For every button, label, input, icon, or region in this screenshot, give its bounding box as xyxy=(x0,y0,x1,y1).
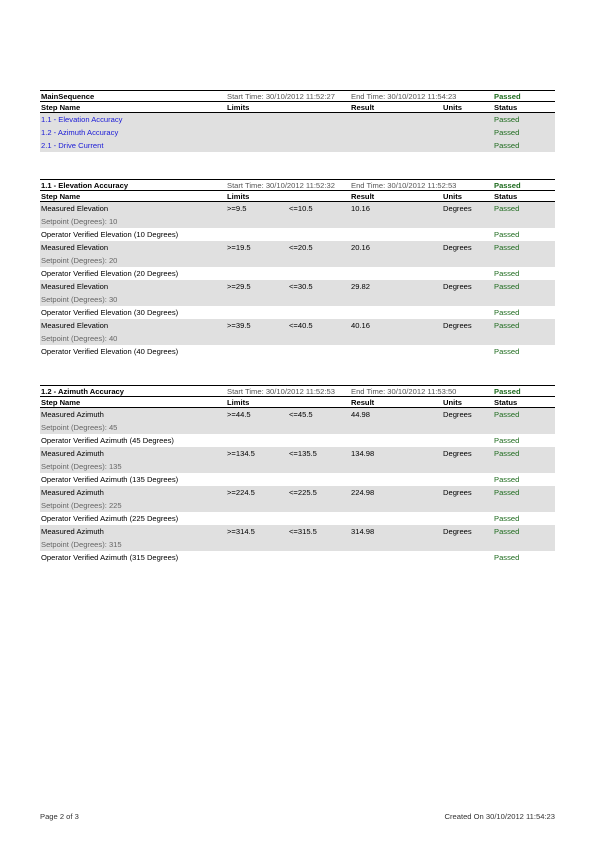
lower-limit: >=39.5 xyxy=(227,321,251,330)
table-row xyxy=(40,280,555,293)
table-row xyxy=(40,538,555,551)
table-row xyxy=(40,332,555,345)
table-row xyxy=(40,228,555,241)
table-row xyxy=(40,139,555,152)
units-value: Degrees xyxy=(443,321,472,330)
step-name: Operator Verified Elevation (10 Degrees) xyxy=(41,230,179,239)
table-row xyxy=(40,551,555,564)
table-row xyxy=(40,473,555,486)
table-row xyxy=(40,486,555,499)
column-header xyxy=(40,397,555,408)
row-status: Passed xyxy=(494,514,520,523)
upper-limit: <=10.5 xyxy=(289,204,313,213)
step-name: Measured Elevation xyxy=(41,204,109,213)
result-value: 314.98 xyxy=(351,527,375,536)
table-row xyxy=(40,241,555,254)
result-value: 134.98 xyxy=(351,449,375,458)
upper-limit: <=20.5 xyxy=(289,243,313,252)
main-sequence-section xyxy=(40,90,555,152)
col-step-name: Step Name xyxy=(41,192,81,201)
upper-limit: <=225.5 xyxy=(289,488,317,497)
table-row xyxy=(40,319,555,332)
result-value: 20.16 xyxy=(351,243,371,252)
row-status: Passed xyxy=(494,449,520,458)
section-title: MainSequence xyxy=(41,92,95,101)
section-status: Passed xyxy=(494,181,521,190)
step-link[interactable]: 1.1 - Elevation Accuracy xyxy=(41,115,123,124)
col-result: Result xyxy=(351,192,375,201)
step-name: Measured Azimuth xyxy=(41,410,104,419)
row-status: Passed xyxy=(494,230,520,239)
section-title: 1.2 - Azimuth Accuracy xyxy=(41,387,124,396)
units-value: Degrees xyxy=(443,410,472,419)
col-units: Units xyxy=(443,192,462,201)
col-limits: Limits xyxy=(227,103,250,112)
table-row xyxy=(40,434,555,447)
result-value: 40.16 xyxy=(351,321,371,330)
row-status: Passed xyxy=(494,308,520,317)
created-on: Created On 30/10/2012 11:54:23 xyxy=(444,812,555,821)
col-result: Result xyxy=(351,398,375,407)
col-limits: Limits xyxy=(227,398,250,407)
table-row xyxy=(40,512,555,525)
step-name: Operator Verified Elevation (40 Degrees) xyxy=(41,347,179,356)
col-limits: Limits xyxy=(227,192,250,201)
column-header xyxy=(40,102,555,113)
step-name: Measured Elevation xyxy=(41,243,109,252)
table-row xyxy=(40,525,555,538)
table-row xyxy=(40,202,555,215)
setpoint-label: Setpoint (Degrees): 30 xyxy=(41,295,118,304)
row-status: Passed xyxy=(494,321,520,330)
row-status: Passed xyxy=(494,475,520,484)
table-row xyxy=(40,421,555,434)
table-row xyxy=(40,126,555,139)
result-value: 10.16 xyxy=(351,204,371,213)
step-name: Measured Azimuth xyxy=(41,449,104,458)
step-name: Operator Verified Azimuth (225 Degrees) xyxy=(41,514,179,523)
row-status: Passed xyxy=(494,553,520,562)
setpoint-label: Setpoint (Degrees): 225 xyxy=(41,501,122,510)
upper-limit: <=45.5 xyxy=(289,410,313,419)
row-status: Passed xyxy=(494,243,520,252)
col-step-name: Step Name xyxy=(41,103,81,112)
elevation-accuracy-section xyxy=(40,179,555,358)
azimuth-accuracy-section xyxy=(40,385,555,564)
start-time: Start Time: 30/10/2012 11:52:27 xyxy=(227,92,335,101)
step-name: Operator Verified Azimuth (135 Degrees) xyxy=(41,475,179,484)
azimuth-rows xyxy=(40,408,555,564)
end-time: End Time: 30/10/2012 11:53:50 xyxy=(351,387,457,396)
units-value: Degrees xyxy=(443,282,472,291)
row-status: Passed xyxy=(494,436,520,445)
table-row xyxy=(40,460,555,473)
elevation-rows xyxy=(40,202,555,358)
row-status: Passed xyxy=(494,115,520,124)
step-name: Operator Verified Azimuth (45 Degrees) xyxy=(41,436,174,445)
col-status: Status xyxy=(494,398,518,407)
table-row xyxy=(40,345,555,358)
page-number: Page 2 of 3 xyxy=(40,812,79,821)
lower-limit: >=224.5 xyxy=(227,488,255,497)
section-status: Passed xyxy=(494,92,521,101)
result-value: 29.82 xyxy=(351,282,371,291)
row-status: Passed xyxy=(494,410,520,419)
row-status: Passed xyxy=(494,527,520,536)
step-name: Operator Verified Azimuth (315 Degrees) xyxy=(41,553,179,562)
section-title: 1.1 - Elevation Accuracy xyxy=(41,181,129,190)
table-row xyxy=(40,113,555,126)
units-value: Degrees xyxy=(443,204,472,213)
upper-limit: <=30.5 xyxy=(289,282,313,291)
row-status: Passed xyxy=(494,282,520,291)
row-status: Passed xyxy=(494,141,520,150)
section-status: Passed xyxy=(494,387,521,396)
step-name: Measured Azimuth xyxy=(41,488,104,497)
col-status: Status xyxy=(494,103,518,112)
step-link[interactable]: 1.2 - Azimuth Accuracy xyxy=(41,128,119,137)
section-header xyxy=(40,90,555,102)
table-row xyxy=(40,408,555,421)
section-header xyxy=(40,179,555,191)
row-status: Passed xyxy=(494,128,520,137)
table-row xyxy=(40,215,555,228)
end-time: End Time: 30/10/2012 11:54:23 xyxy=(351,92,457,101)
step-name: Measured Elevation xyxy=(41,282,109,291)
setpoint-label: Setpoint (Degrees): 10 xyxy=(41,217,118,226)
col-units: Units xyxy=(443,103,462,112)
end-time: End Time: 30/10/2012 11:52:53 xyxy=(351,181,457,190)
lower-limit: >=314.5 xyxy=(227,527,255,536)
table-row xyxy=(40,499,555,512)
setpoint-label: Setpoint (Degrees): 40 xyxy=(41,334,118,343)
row-status: Passed xyxy=(494,204,520,213)
units-value: Degrees xyxy=(443,527,472,536)
units-value: Degrees xyxy=(443,488,472,497)
units-value: Degrees xyxy=(443,243,472,252)
lower-limit: >=134.5 xyxy=(227,449,255,458)
col-step-name: Step Name xyxy=(41,398,81,407)
start-time: Start Time: 30/10/2012 11:52:53 xyxy=(227,387,335,396)
setpoint-label: Setpoint (Degrees): 315 xyxy=(41,540,122,549)
row-status: Passed xyxy=(494,269,520,278)
lower-limit: >=19.5 xyxy=(227,243,251,252)
row-status: Passed xyxy=(494,488,520,497)
setpoint-label: Setpoint (Degrees): 20 xyxy=(41,256,118,265)
step-name: Operator Verified Elevation (30 Degrees) xyxy=(41,308,179,317)
lower-limit: >=29.5 xyxy=(227,282,251,291)
table-row xyxy=(40,254,555,267)
col-result: Result xyxy=(351,103,375,112)
upper-limit: <=40.5 xyxy=(289,321,313,330)
col-status: Status xyxy=(494,192,518,201)
setpoint-label: Setpoint (Degrees): 45 xyxy=(41,423,118,432)
lower-limit: >=9.5 xyxy=(227,204,247,213)
table-row xyxy=(40,293,555,306)
units-value: Degrees xyxy=(443,449,472,458)
step-name: Measured Elevation xyxy=(41,321,109,330)
start-time: Start Time: 30/10/2012 11:52:32 xyxy=(227,181,335,190)
step-name: Operator Verified Elevation (20 Degrees) xyxy=(41,269,179,278)
step-link[interactable]: 2.1 - Drive Current xyxy=(41,141,104,150)
lower-limit: >=44.5 xyxy=(227,410,251,419)
col-units: Units xyxy=(443,398,462,407)
column-header xyxy=(40,191,555,202)
result-value: 44.98 xyxy=(351,410,371,419)
row-status: Passed xyxy=(494,347,520,356)
table-row xyxy=(40,306,555,319)
section-header xyxy=(40,385,555,397)
upper-limit: <=135.5 xyxy=(289,449,317,458)
upper-limit: <=315.5 xyxy=(289,527,317,536)
table-row xyxy=(40,267,555,280)
table-row xyxy=(40,447,555,460)
setpoint-label: Setpoint (Degrees): 135 xyxy=(41,462,122,471)
result-value: 224.98 xyxy=(351,488,375,497)
step-name: Measured Azimuth xyxy=(41,527,104,536)
